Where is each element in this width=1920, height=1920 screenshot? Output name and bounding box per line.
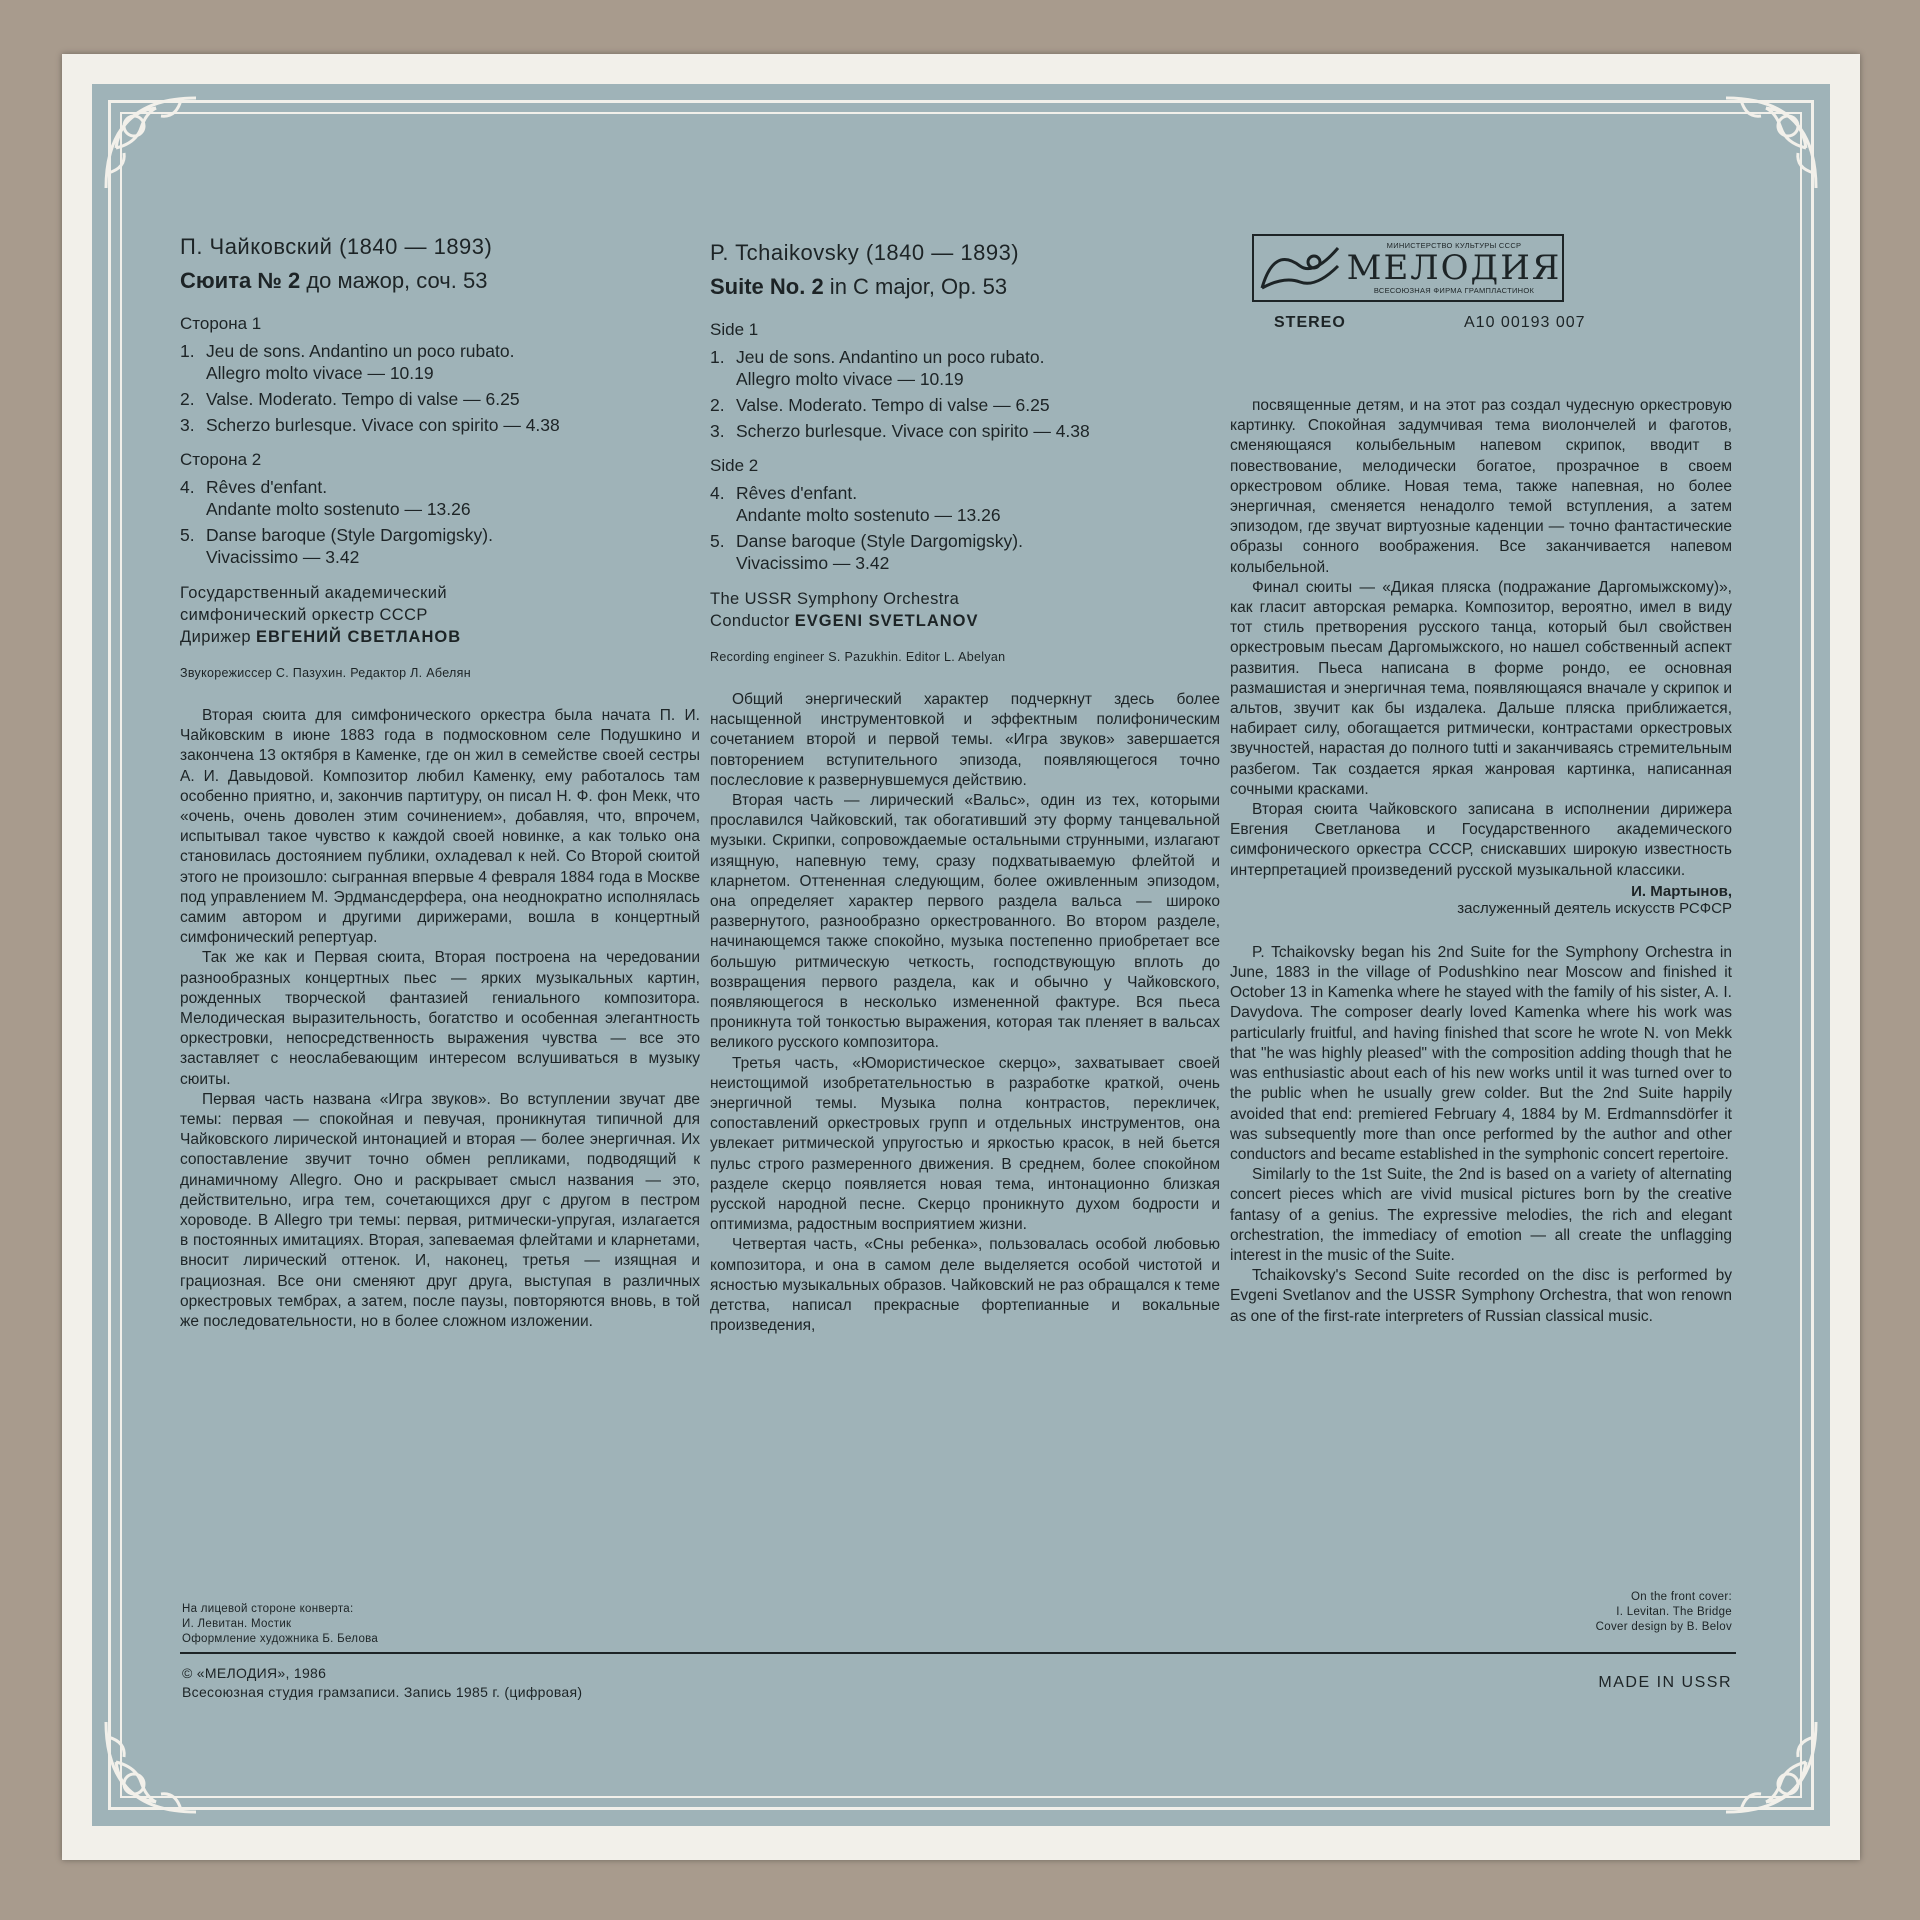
russian-column — [180, 234, 700, 1332]
record-sleeve — [62, 54, 1860, 1860]
side1-label-en: Side 1 — [710, 320, 759, 339]
cover-credit-en: On the front cover: I. Levitan. The Bridge Cover design by B. Belov — [1595, 1591, 1732, 1633]
credits-ru: Звукорежиссер С. Пазухин. Редактор Л. Абелян — [180, 666, 471, 680]
logo-ministry: МИНИСТЕРСТВО КУЛЬТУРЫ СССР — [1386, 241, 1522, 250]
melodiya-logo — [1252, 234, 1564, 302]
english-column — [710, 240, 1220, 1337]
side1-ru — [180, 314, 700, 436]
composer-en: P. Tchaikovsky (1840 — 1893) — [710, 240, 1020, 265]
credits-en: Recording engineer S. Pazukhin. Editor L. Abelyan — [710, 650, 1006, 664]
author-signature: И. Мартынов, — [1631, 882, 1732, 900]
notes-ru-col1: Вторая сюита для симфонического оркестра была начата П. И. Чайковским в июне 1883 года в подмосковном селе Подушкино и закончена 13 октября в Каменке, где он жил в семействе своей сестры А. И. Давыдовой. Композитор любил Каменку, ему работалось там особенно приятно, и, закончив партитуру, он писал Н. Ф. фон Мекк, что «очень, очень доволен этим сочинением», добавляя, что, впрочем, испытывал такое чувство к каждой своей новинке, а как только она становилась достоянием публики, охладевал к ней. Со Второй сюитой этого не произошло: сыгранная впервые 4 февраля 1884 года в Москве под управлением М. Эрдмансдерфера, она неоднократно исполнялась самим автором и другими дирижерами, вошла в концертный симфонический репертуар. Так же как и Первая сюита, Вторая построена на чередовании разнообразных концертных пьес — ярких музыкальных картин, рожденных творческой фантазией гениального композитора. Мелодическая выразительность, богатство и особенная элегантность оркестровки, непосредственность выражения чувства — все это заставляет с неослабевающим интересом вслушиваться в музыку сюиты. Первая часть названа «Игра звуков». Во вступлении звучат две темы: первая — спокойная и певучая, проникнутая типичной для Чайковского лирической интонацией и вторая — более энергичная. Их сопоставление звучит точно обмен репликами, подводящий к динамичному Allegro. Оно и раскрывает смысл названия — это, действительно, игра тем, сочетающихся друг с другом в пестром хороводе. В Allegro три темы: первая, ритмически-упругая, излагается в постоянных имитациях. Вторая, запеваемая флейтами и кларнетами, вносит лирический оттенок. И, наконец, третья — изящная и грациозная. Все они сменяют друг друга, выступая в различных оркестровых тембрах, а затем, после паузы, повторяются вновь, в той же последовательности, но в более сложном изложении. — [180, 707, 700, 1331]
track-3: 3. Scherzo burlesque. Vivace con spirito — 4.38 — [180, 415, 560, 435]
notes-en: P. Tchaikovsky began his 2nd Suite for the Symphony Orchestra in June, 1883 in the village of Podushkino near Moscow and finished it October 13 in Kamenka where he stayed with the family of his sister, A. I. Davydova. The composer dearly loved Kamenka where his work was particularly fruitful, and having finished that score he wrote N. von Mekk that "he was highly pleased" with the composition adding though that he was enthusiastic about each of his new works until it was turned over to the public when he usually grew colder. But the 2nd Suite happily avoided that end: premiered February 4, 1884 by M. Erdmannsdörfer it was subsequently more than once performed by the author and other conductors and became established in the symphonic concert repertoire. Similarly to the 1st Suite, the 2nd is based on a variety of alternating concert pieces which are vivid musical pictures born by the creative fantasy of a genius. The expressive melodies, the rich and elegant orchestration, the immediacy of emotion — all create the unflagging interest in the music of the Suite. Tchaikovsky's Second Suite recorded on the disc is performed by Evgeni Svetlanov and the USSR Symphony Orchestra, that won renown as one of the first-rate interpreters of Russian classical music. — [1230, 943, 1732, 1325]
notes-ru-col3: посвященные детям, и на этот раз создал чудесную оркестровую картинку. Спокойная задумчивая тема виолончелей и фаготов, сменяющаяся колыбельным напевом скрипок, вводит в повествование, мелодически богатое, прозрачное в своем оркестровом облике. Новая тема, также напевная, но более энергичная, сменяется ненадолго темой вступления, а затем эпизодом, где звучат виртуозные каденции — точно фантастические образы сонного воображения. Все заканчивается напевом колыбельной. Финал сюиты — «Дикая пляска (подражание Даргомыжскому)», как гласит авторская ремарка. Композитор, вероятно, имел в виду тот стиль претворения русского танца, который был свойствен оркестровым пьесам Даргомыжского, но нашел собственный аспект развития. Пьеса написана в форме рондо, ее основная размашистая и энергичная тема, появляющаяся вначале у скрипок и альтов, звучит как бы издалека. Дальше пляска приближается, набирает силу, обогащается ритмически, контрастами оркестровых звучностей, нарастая до полного tutti и заканчиваясь стремительным разбегом. Так создается яркая жанровая картинка, написанная сочными красками. Вторая сюита Чайковского записана в исполнении дирижера Евгения Светланова и Государственного академического симфонического оркестра СССР, снискавших широкую известность интерпретацией произведений русской музыкальной классики. — [1230, 397, 1732, 879]
footer-divider — [180, 1652, 1736, 1654]
track-2: 2. Valse. Moderato. Tempo di valse — 6.25 — [180, 389, 520, 409]
melodiya-emblem-icon — [1254, 236, 1346, 300]
orchestra-en: The USSR Symphony Orchestra Conductor EVGENI SVETLANOV — [710, 590, 979, 630]
cover-credit-ru: На лицевой стороне конверта: И. Левитан. Мостик Оформление художника Б. Белова — [182, 1603, 379, 1645]
track-5: 5. Danse baroque (Style Dargomigsky). Vivacissimo — 3.42 — [710, 531, 1023, 573]
side2-label-en: Side 2 — [710, 456, 759, 475]
track-4: 4. Rêves d'enfant. Andante molto sostenuto — 13.26 — [180, 477, 471, 519]
track-2: 2. Valse. Moderato. Tempo di valse — 6.25 — [710, 395, 1050, 415]
side1-en — [710, 320, 1220, 442]
side2-label-ru: Сторона 2 — [180, 450, 262, 469]
track-1: 1. Jeu de sons. Andantino un poco rubato. Allegro molto vivace — 10.19 — [180, 341, 515, 383]
side1-label-ru: Сторона 1 — [180, 314, 262, 333]
notes-ru-col2: Общий энергический характер подчеркнут здесь более насыщенной инструментовкой и эффектным полифоническим сочетанием второй и первой темы. «Игра звуков» завершается повторением вступительного эпизода, появляющегося точно послесловие к развернувшемуся действию. Вторая часть — лирический «Вальс», один из тех, которыми прославился Чайковский, так обогативший эту форму танцевальной музыки. Скрипки, сопровождаемые остальными струнными, излагают изящную, напевную тему, сразу подхватываемую флейтой и кларнетом. Оттененная следующим, более оживленным эпизодом, она определяет характер первого раздела вальса — широко развернутого, разнообразно оркестрованного. Во втором разделе, начинающемся также спокойно, музыка постепенно приобретает все большую ритмическую четкость, господствующую вплоть до возвращения первого раздела, как и обычно у Чайковского, появляющегося в несколько измененной фактуре. Вся пьеса проникнута той тонкостью выражения, которая так пленяет в вальсах великого русского композитора. Третья часть, «Юмористическое скерцо», захватывает своей неистощимой изобретательностью в разработке краткой, очень энергичной темы. Музыка полна контрастов, перекличек, сопоставлений оркестровых групп и отдельных инструментов, она увлекает ритмической упругостью и яркостью красок, в ней бьется пульс строго размеренного движения. В среднем, более спокойном разделе скерцо появляется новая тема, интонационно близкая русской народной песне. Скерцо проникнуто духом бодрости и оптимизма, радостным восприятием жизни. Четвертая часть, «Сны ребенка», пользовалась особой любовью композитора, и она в самом деле выделяется особой чистотой и ясностью музыкальных образов. Чайковский не раз обращался к теме детства, написал прекрасные фортепианные и вокальные произведения, — [710, 691, 1220, 1335]
logo-firm: ВСЕСОЮЗНАЯ ФИРМА ГРАМПЛАСТИНОК — [1373, 286, 1535, 295]
catalog-number: А10 00193 007 — [1464, 314, 1586, 331]
work-title-ru: Сюита № 2 до мажор, соч. 53 — [180, 268, 488, 293]
orchestra-ru: Государственный академический симфонический оркестр СССР Дирижер ЕВГЕНИЙ СВЕТЛАНОВ — [180, 584, 462, 646]
copyright-notice: © «МЕЛОДИЯ», 1986 Всесоюзная студия грамзаписи. Запись 1985 г. (цифровая) — [182, 1665, 583, 1700]
track-4: 4. Rêves d'enfant. Andante molto sostenuto — 13.26 — [710, 483, 1001, 525]
track-3: 3. Scherzo burlesque. Vivace con spirito — 4.38 — [710, 421, 1090, 441]
composer-ru: П. Чайковский (1840 — 1893) — [180, 234, 493, 259]
track-1: 1. Jeu de sons. Andantino un poco rubato. Allegro molto vivace — 10.19 — [710, 347, 1045, 389]
made-in-label: MADE IN USSR — [1598, 1674, 1732, 1691]
work-title-en: Suite No. 2 in C major, Op. 53 — [710, 274, 1008, 299]
author-title: заслуженный деятель искусств РСФСР — [1457, 899, 1732, 917]
track-5: 5. Danse baroque (Style Dargomigsky). Vivacissimo — 3.42 — [180, 525, 493, 567]
side2-en — [710, 456, 1220, 574]
back-cover-panel — [92, 84, 1830, 1826]
side2-ru — [180, 450, 700, 568]
stereo-label: STEREO — [1274, 314, 1346, 331]
notes-column-3 — [1230, 396, 1732, 1327]
logo-wordmark: МЕЛОДИЯ — [1346, 248, 1562, 288]
